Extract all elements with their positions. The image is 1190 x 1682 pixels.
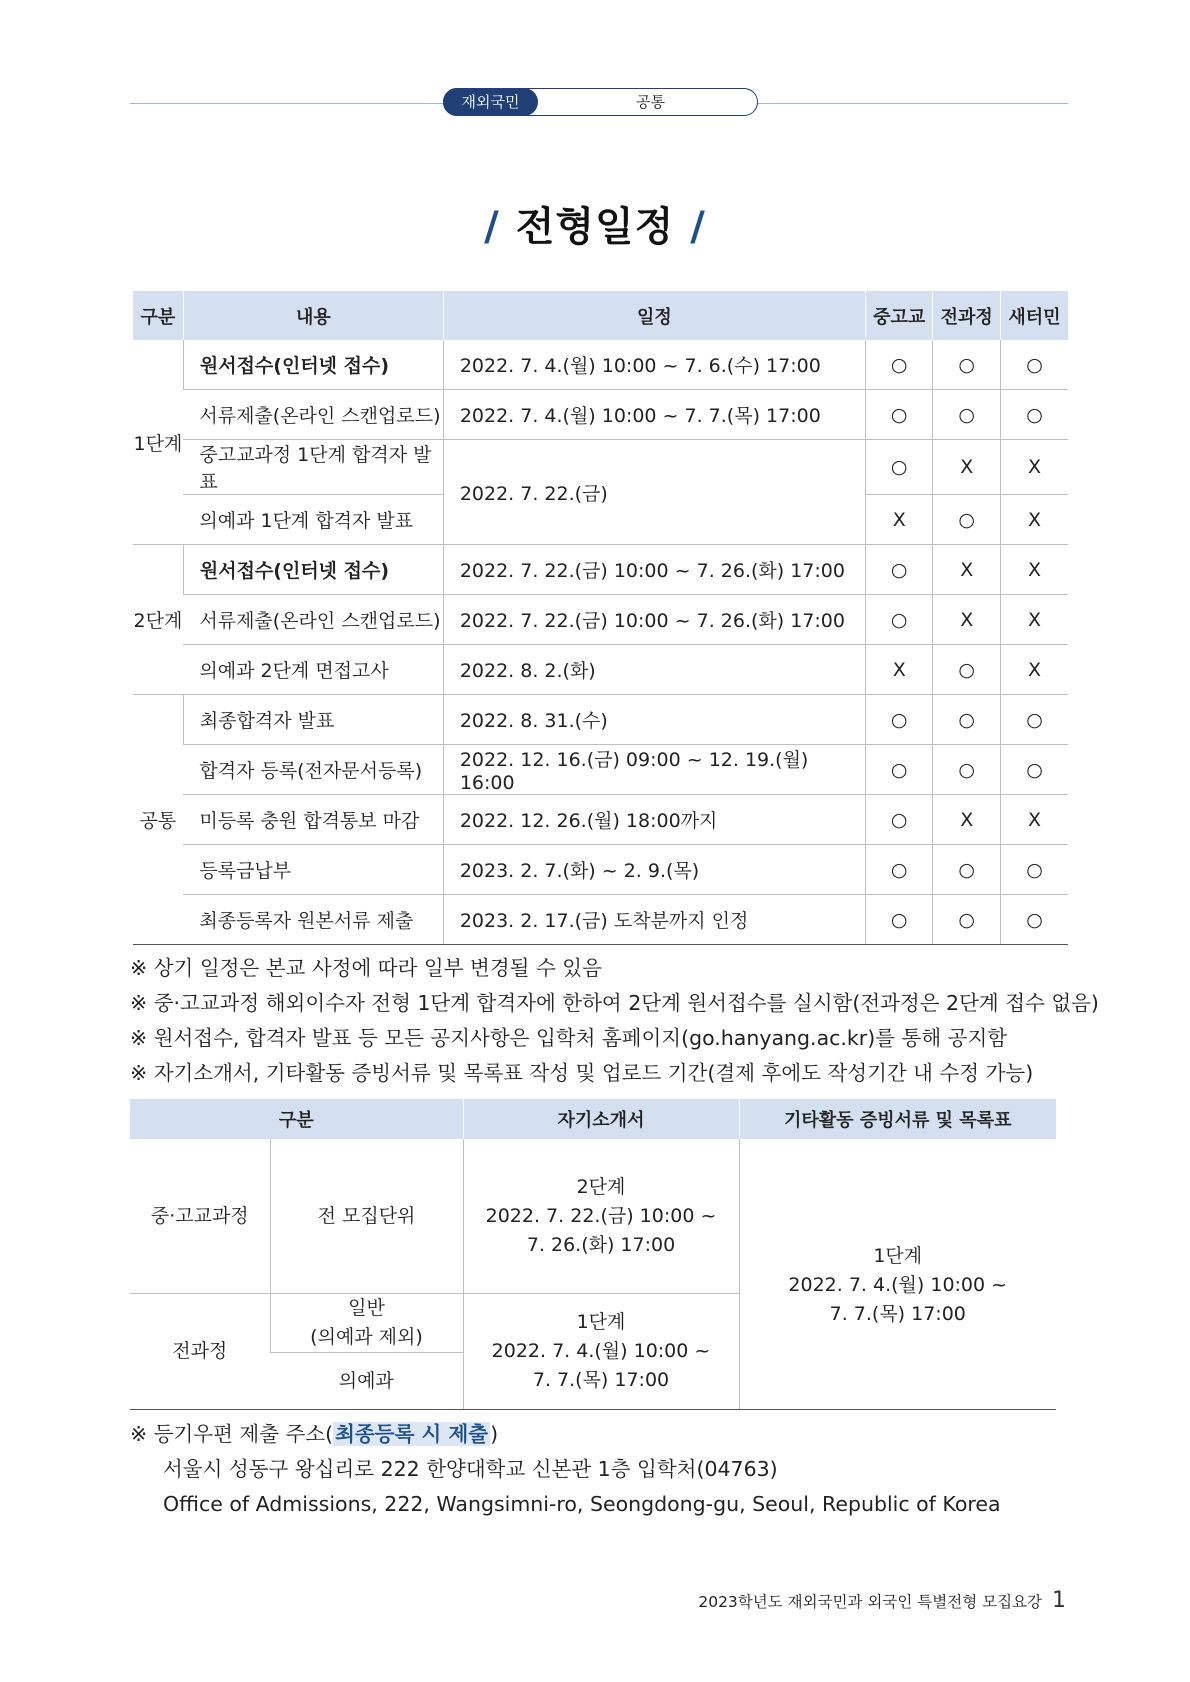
- mark-cell: X: [933, 795, 1001, 845]
- mark-cell: ○: [865, 795, 933, 845]
- tab-overseas-korean: 재외국민: [443, 88, 538, 116]
- mark-cell: X: [933, 545, 1001, 595]
- category-cell: 중·고교과정: [130, 1139, 270, 1294]
- tab-common: 공통: [636, 93, 665, 111]
- table-row: [133, 745, 1068, 795]
- schedule-cell: 2022. 7. 22.(금) 10:00 ~ 7. 26.(화) 17:00: [443, 595, 865, 645]
- essay-period-end: 7. 7.(목) 17:00: [532, 1369, 670, 1391]
- mark-cell: X: [1000, 795, 1068, 845]
- mark-cell: ○: [865, 695, 933, 745]
- mark-cell: ○: [933, 390, 1001, 440]
- title-slash-right: /: [690, 204, 706, 250]
- col-header-defector: 새터민: [1000, 291, 1068, 340]
- essay-period-cell: [463, 1294, 739, 1410]
- mark-cell: ○: [933, 895, 1001, 945]
- col-header-activity-docs: 기타활동 증빙서류 및 목록표: [739, 1099, 1056, 1139]
- sub-category-cell: 의예과: [270, 1353, 463, 1410]
- note-item: ※ 자기소개서, 기타활동 증빙서류 및 목록표 작성 및 업로드 기간(결제 후에도 작성기간 내 수정 가능): [130, 1061, 1034, 1085]
- content-cell: 미등록 충원 합격통보 마감: [183, 795, 443, 845]
- schedule-cell: 2022. 12. 16.(금) 09:00 ~ 12. 19.(월) 16:00: [443, 745, 865, 795]
- schedule-cell: 2022. 8. 31.(수): [443, 695, 865, 745]
- table-row: [130, 1139, 1056, 1294]
- essay-period-end: 7. 26.(화) 17:00: [526, 1233, 676, 1256]
- mark-cell: ○: [1000, 745, 1068, 795]
- content-cell: 의예과 1단계 합격자 발표: [183, 495, 443, 545]
- col-header-content: 내용: [183, 291, 443, 340]
- page-title-text: 전형일정: [515, 204, 675, 250]
- schedule-cell: 2023. 2. 7.(화) ~ 2. 9.(목): [443, 845, 865, 895]
- essay-period-start: 2022. 7. 4.(월) 10:00 ~: [491, 1340, 711, 1362]
- mark-cell: ○: [865, 845, 933, 895]
- section-tab: [443, 88, 758, 116]
- table-row: [133, 440, 1068, 495]
- mark-cell: X: [865, 495, 933, 545]
- mark-cell: ○: [865, 745, 933, 795]
- mark-cell: ○: [865, 895, 933, 945]
- essay-period-cell: [463, 1139, 739, 1294]
- mark-cell: ○: [1000, 390, 1068, 440]
- content-cell: 원서접수(인터넷 접수): [183, 340, 443, 390]
- address-highlight: 최종등록 시 제출: [335, 1422, 489, 1446]
- content-cell: 서류제출(온라인 스캔업로드): [183, 390, 443, 440]
- title-slash-left: /: [484, 204, 500, 250]
- mark-cell: ○: [865, 440, 933, 495]
- mark-cell: X: [1000, 440, 1068, 495]
- mark-cell: ○: [933, 745, 1001, 795]
- mark-cell: ○: [933, 845, 1001, 895]
- table-row: [133, 695, 1068, 745]
- schedule-cell: 2022. 7. 22.(금): [443, 440, 865, 545]
- schedule-cell: 2022. 7. 22.(금) 10:00 ~ 7. 26.(화) 17:00: [443, 545, 865, 595]
- category-cell: 1단계: [133, 340, 183, 545]
- content-cell: 최종등록자 원본서류 제출: [183, 895, 443, 945]
- essay-stage: 1단계: [576, 1311, 626, 1333]
- address-english: Office of Admissions, 222, Wangsimni-ro, Seongdong-gu, Seoul, Republic of Korea: [163, 1492, 1001, 1516]
- mark-cell: ○: [933, 695, 1001, 745]
- table-header-row: [130, 1099, 1056, 1139]
- mark-cell: X: [865, 645, 933, 695]
- address-heading: [130, 1417, 1001, 1452]
- activity-stage: 1단계: [873, 1244, 923, 1267]
- content-cell: 등록금납부: [183, 845, 443, 895]
- col-header-schedule: 일정: [443, 291, 865, 340]
- table-row: [133, 340, 1068, 390]
- mark-cell: ○: [1000, 695, 1068, 745]
- table-row: [133, 595, 1068, 645]
- activity-period-end: 7. 7.(목) 17:00: [829, 1302, 966, 1325]
- page-number: 1: [1052, 1588, 1066, 1613]
- page-footer: [698, 1588, 1066, 1613]
- activity-period-start: 2022. 7. 4.(월) 10:00 ~: [788, 1273, 1008, 1296]
- mark-cell: ○: [865, 545, 933, 595]
- table-header-row: [133, 291, 1068, 340]
- mark-cell: X: [1000, 495, 1068, 545]
- category-cell: 공통: [133, 695, 183, 945]
- mark-cell: ○: [933, 495, 1001, 545]
- schedule-cell: 2022. 7. 4.(월) 10:00 ~ 7. 7.(목) 17:00: [443, 390, 865, 440]
- mark-cell: X: [933, 595, 1001, 645]
- content-cell: 서류제출(온라인 스캔업로드): [183, 595, 443, 645]
- mark-cell: X: [1000, 645, 1068, 695]
- content-cell: 원서접수(인터넷 접수): [183, 545, 443, 595]
- footer-text: 2023학년도 재외국민과 외국인 특별전형 모집요강: [698, 1593, 1042, 1611]
- table-row: [133, 390, 1068, 440]
- table-row: [133, 845, 1068, 895]
- note-item: ※ 중·고교과정 해외이수자 전형 1단계 합격자에 한하여 2단계 원서접수를 실시함(전과정은 2단계 접수 없음): [130, 991, 1099, 1015]
- page-title: [0, 195, 1190, 252]
- mark-cell: X: [933, 440, 1001, 495]
- mark-cell: ○: [933, 645, 1001, 695]
- mark-cell: X: [1000, 545, 1068, 595]
- content-cell: 최종합격자 발표: [183, 695, 443, 745]
- mark-cell: ○: [1000, 845, 1068, 895]
- note-item: ※ 원서접수, 합격자 발표 등 모든 공지사항은 입학처 홈페이지(go.hanyang.ac.kr)를 통해 공지함: [130, 1026, 1008, 1050]
- mark-cell: ○: [865, 595, 933, 645]
- mark-cell: ○: [1000, 895, 1068, 945]
- content-cell: 의예과 2단계 면접고사: [183, 645, 443, 695]
- schedule-cell: 2023. 2. 17.(금) 도착분까지 인정: [443, 895, 865, 945]
- col-header-category: 구분: [130, 1099, 463, 1139]
- col-header-category: 구분: [133, 291, 183, 340]
- table-row: [133, 895, 1068, 945]
- address-prefix: ※ 등기우편 제출 주소(: [130, 1422, 334, 1446]
- note-item: ※ 상기 일정은 본교 사정에 따라 일부 변경될 수 있음: [130, 956, 602, 980]
- col-header-middle-high: 중고교: [865, 291, 933, 340]
- col-header-all-course: 전과정: [933, 291, 1001, 340]
- mark-cell: ○: [865, 390, 933, 440]
- category-cell: 전과정: [130, 1294, 270, 1410]
- activity-period-cell: [739, 1139, 1056, 1410]
- table-row: [133, 545, 1068, 595]
- mark-cell: ○: [1000, 340, 1068, 390]
- category-cell: 2단계: [133, 545, 183, 695]
- address-korean: 서울시 성동구 왕십리로 222 한양대학교 신본관 1층 입학처(04763): [163, 1457, 778, 1481]
- schedule-cell: 2022. 12. 26.(월) 18:00까지: [443, 795, 865, 845]
- mailing-address: [130, 1417, 1001, 1522]
- mark-cell: ○: [933, 340, 1001, 390]
- essay-stage: 2단계: [576, 1175, 626, 1198]
- content-cell: 합격자 등록(전자문서등록): [183, 745, 443, 795]
- sub-category-note: (의예과 제외): [310, 1326, 423, 1348]
- address-suffix: ): [490, 1422, 499, 1446]
- sub-category-cell: 전 모집단위: [270, 1139, 463, 1294]
- upload-period-table: [130, 1099, 1056, 1410]
- schedule-cell: 2022. 8. 2.(화): [443, 645, 865, 695]
- schedule-cell: 2022. 7. 4.(월) 10:00 ~ 7. 6.(수) 17:00: [443, 340, 865, 390]
- essay-period-start: 2022. 7. 22.(금) 10:00 ~: [485, 1204, 717, 1227]
- col-header-essay: 자기소개서: [463, 1099, 739, 1139]
- sub-category-general: 일반: [348, 1297, 385, 1319]
- notes-list: [130, 951, 1099, 1091]
- mark-cell: X: [1000, 595, 1068, 645]
- content-cell: 중고교과정 1단계 합격자 발표: [183, 440, 443, 495]
- schedule-table: [133, 291, 1068, 945]
- sub-category-cell: [270, 1294, 463, 1353]
- table-row: [133, 645, 1068, 695]
- table-row: [133, 795, 1068, 845]
- mark-cell: ○: [865, 340, 933, 390]
